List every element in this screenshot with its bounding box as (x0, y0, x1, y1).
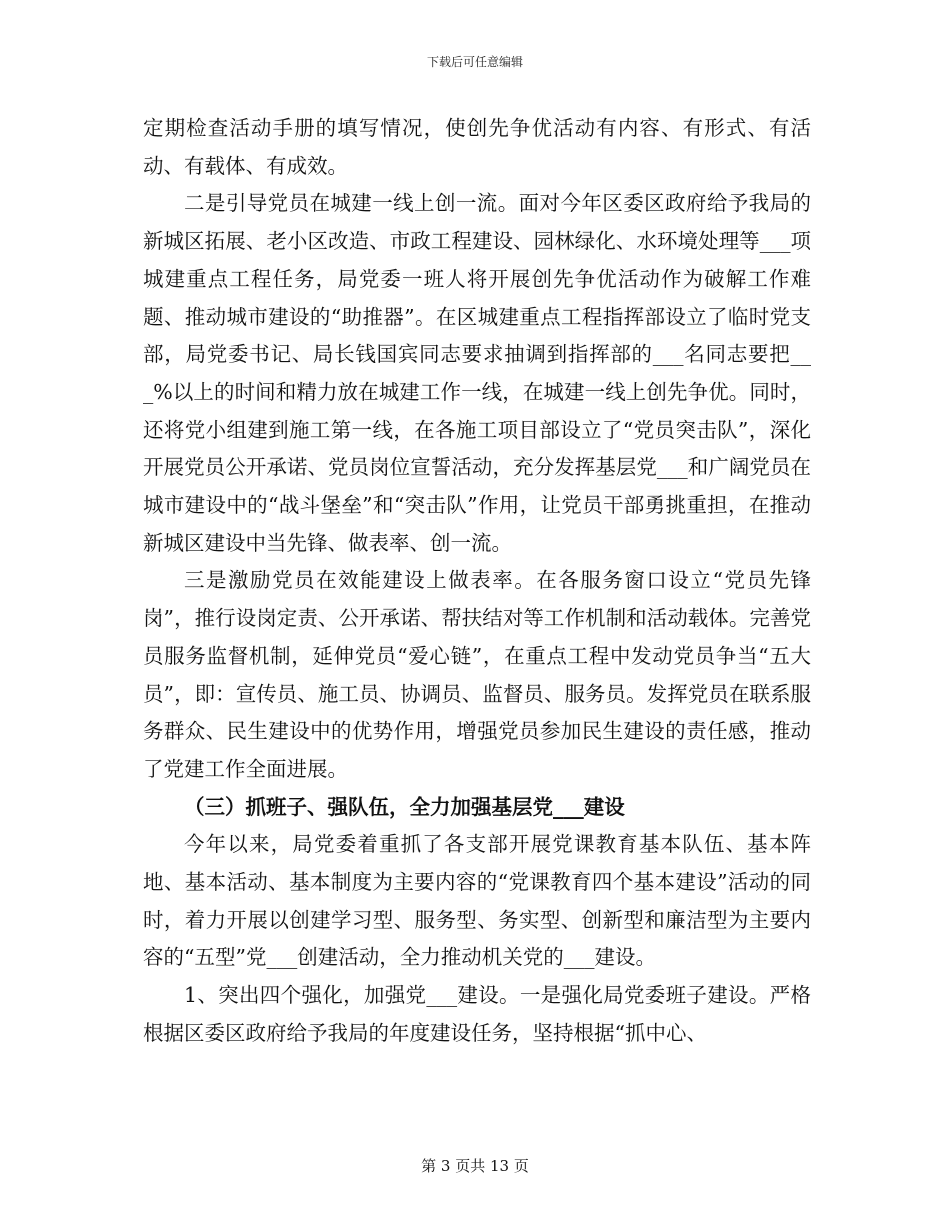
paragraph-point-three: 三是激励党员在效能建设上做表率。在各服务窗口设立“党员先锋岗”，推行设岗定责、公开承诺、帮扶结对等工作机制和活动载体。完善党员服务监督机制，延伸党员“爱心链”，在重点工程中发动党员争当“五大员”，即：宣传员、施工员、协调员、监督员、服务员。发挥党员在联系服务群众、民生建设中的优势作用，增强党员参加民生建设的责任感，推动了党建工作全面进展。 (143, 568, 811, 781)
section-heading: （三）抓班子、强队伍，全力加强基层党___建设 (184, 794, 625, 819)
paragraph-item-one: 1、突出四个强化，加强党___建设。一是强化局党委班子建设。严格根据区委区政府给予我局的年度建设任务，坚持根据“抓中心、 (143, 983, 811, 1045)
document-body (143, 110, 811, 1053)
paragraph-section-intro: 今年以来，局党委着重抓了各支部开展党课教育基本队伍、基本阵地、基本活动、基本制度为主要内容的“党课教育四个基本建设”活动的同时，着力开展以创建学习型、服务型、务实型、创新型和廉洁型为主要内容的“五型”党___创建活动，全力推动机关党的___建设。 (143, 832, 811, 970)
page-footer: 第 3 页共 13 页 (421, 1157, 529, 1175)
page-header: 下载后可任意编辑 (426, 55, 523, 69)
paragraph-continuation: 定期检查活动手册的填写情况，使创先争优活动有内容、有形式、有活动、有载体、有成效。 (143, 116, 811, 178)
paragraph-point-two: 二是引导党员在城建一线上创一流。面对今年区委区政府给予我局的新城区拓展、老小区改造、市政工程建设、园林绿化、水环境处理等___项城建重点工程任务，局党委一班人将开展创先争优活动作为破解工作难题、推动城市建设的“助推器”。在区城建重点工程指挥部设立了临时党支部，局党委书记、局长钱国宾同志要求抽调到指挥部的___名同志要把___%以上的时间和精力放在城建工作一线，在城建一线上创先争优。同时，还将党小组建到施工第一线，在各施工项目部设立了“党员突击队”，深化开展党员公开承诺、党员岗位宣誓活动，充分发挥基层党___和广阔党员在城市建设中的“战斗堡垒”和“突击队”作用，让党员干部勇挑重担，在推动新城区建设中当先锋、做表率、创一流。 (143, 191, 811, 555)
